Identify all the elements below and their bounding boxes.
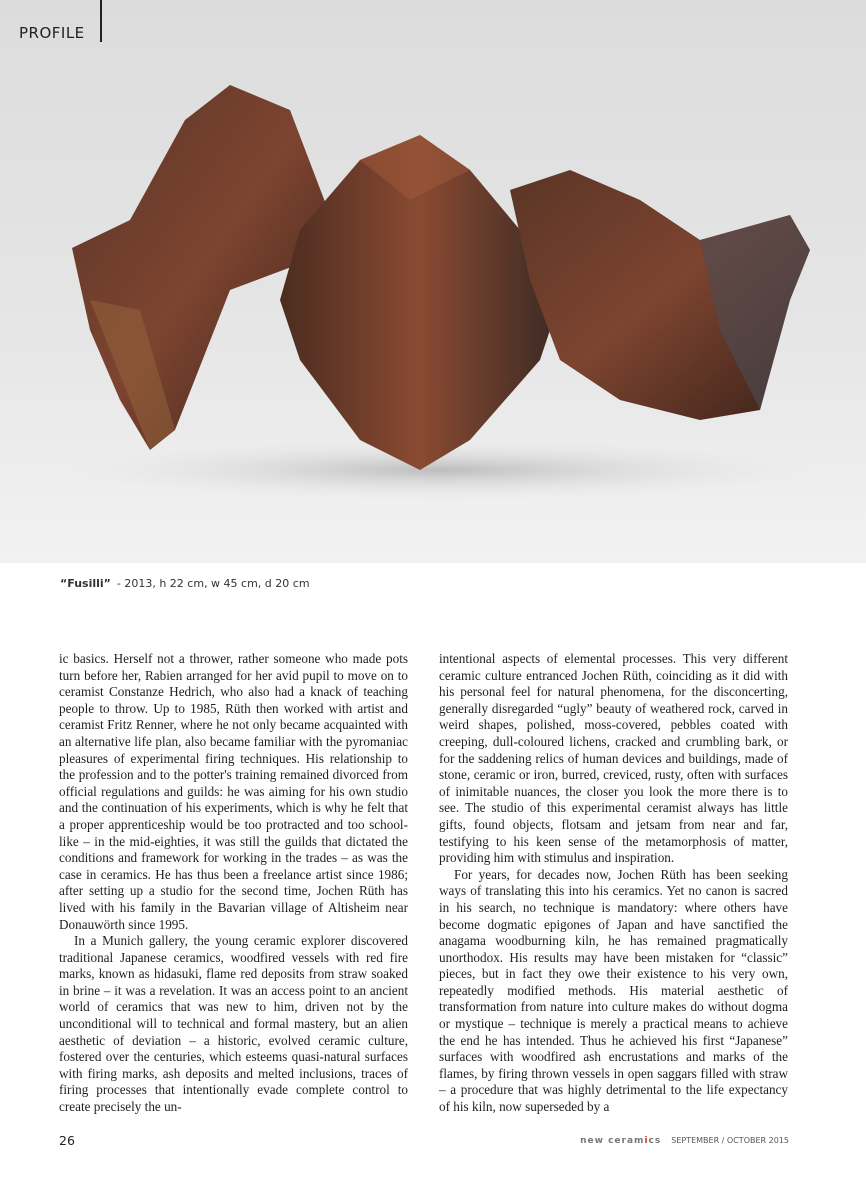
article-column-right <box>439 651 788 1116</box>
magazine-logo-suffix: cs <box>648 1136 662 1146</box>
page-number: 26 <box>59 1133 75 1148</box>
article-column-left <box>59 651 408 1116</box>
sculpture-photo <box>0 0 866 563</box>
magazine-logo-prefix: new ceram <box>580 1136 645 1146</box>
photo-caption <box>60 577 310 590</box>
section-label: PROFILE <box>19 24 85 42</box>
article-paragraph: In a Munich gallery, the young ceramic explorer discovered traditional Japanese ceramics, woodfired vessels with red fire marks, known as hidasuki, flame red deposits from straw soaked in brine – it was a revelation. It was an access point to an ancient world of ceramics that was new to him, driven not by the unconditional will to technical and formal mastery, but an alien aesthetic of deviation – a historic, evolved ceramic culture, fostered over the centuries, which esteems quasi-natural surfaces with firing marks, ash deposits and melted inclusions, traces of firing processes that intentionally evade complete control to create precisely the un- <box>59 933 408 1115</box>
issue-date: SEPTEMBER / OCTOBER 2015 <box>671 1136 789 1145</box>
caption-title: “Fusilli” <box>60 577 111 590</box>
article-paragraph: intentional aspects of elemental processes. This very different ceramic culture entranced Jochen Rüth, coinciding as it did with his personal feel for natural phenomena, for the disconcerting, generally disregarded “ugly” beauty of weathered rock, carved in weird shapes, polished, moss-covered, pebbles coated with creeping, dull-coloured lichens, cracked and crumbling bark, or for the saddening relics of human devices and buildings, made of stone, ceramic or iron, burred, creviced, rusty, often with surfaces of inimitable nuances, the closer you look the more there is to see. The studio of this experimental ceramist always has little gifts, found objects, flotsam and jetsam from near and far, testifying to his keen sense of the metamorphosis of matter, providing him with stimulus and inspiration. <box>439 651 788 866</box>
ceramic-sculpture-image <box>0 0 866 563</box>
article-paragraph: For years, for decades now, Jochen Rüth has been seeking ways of translating this into his ceramics. Yet no canon is sacred in his search, no technique is mandatory: where others have become dogmatic epigones of Japan and have sanctified the anagama woodburning kiln, he has remained pragmatically unorthodox. His results may have been mistaken for “classic” pieces, but in fact they owe their existence to his very own, repeatedly modified methods. His material aesthetic of transformation from nature into culture makes do without dogma or mystique – technique is merely a practical means to achieve the end he has intended. Thus he achieved his first “Japanese” surfaces with woodfired ash encrustations and marks of the flames, by firing thrown vessels in open saggars filled with straw – a procedure that was highly detrimental to the life expectancy of his kiln, now superseded by a <box>439 866 788 1115</box>
footer-publication <box>580 1136 789 1146</box>
caption-details: - 2013, h 22 cm, w 45 cm, d 20 cm <box>116 577 310 590</box>
article-paragraph: ic basics. Herself not a thrower, rather someone who made pots turn before her, Rabien arranged for her avid pupil to move on to ceramist Constanze Hedrich, who also had a knack of teaching people to throw. Up to 1985, Rüth then worked with artist and ceramist Fritz Renner, where he not only became acquainted with an alternative life plan, also became familiar with the pyromaniac pleasures of experimental firing techniques. His relationship to the profession and to the potter's training remained divorced from official regulations and guilds: he was aiming for his own studio and the continuation of his experiments, which is why he felt that a proper apprenticeship would be too protracted and too school-like – in the mid-eighties, it was still the guilds that dictated the conditions and framework for working in the trades – as was the case in ceramics. He has thus been a freelance artist since 1986; after setting up a studio for the second time, Jochen Rüth has lived with his family in the Bavarian village of Altisheim near Donauwörth since 1995. <box>59 651 408 932</box>
magazine-logo <box>580 1136 661 1146</box>
magazine-logo-accent: i <box>644 1136 649 1146</box>
section-divider <box>100 0 102 42</box>
